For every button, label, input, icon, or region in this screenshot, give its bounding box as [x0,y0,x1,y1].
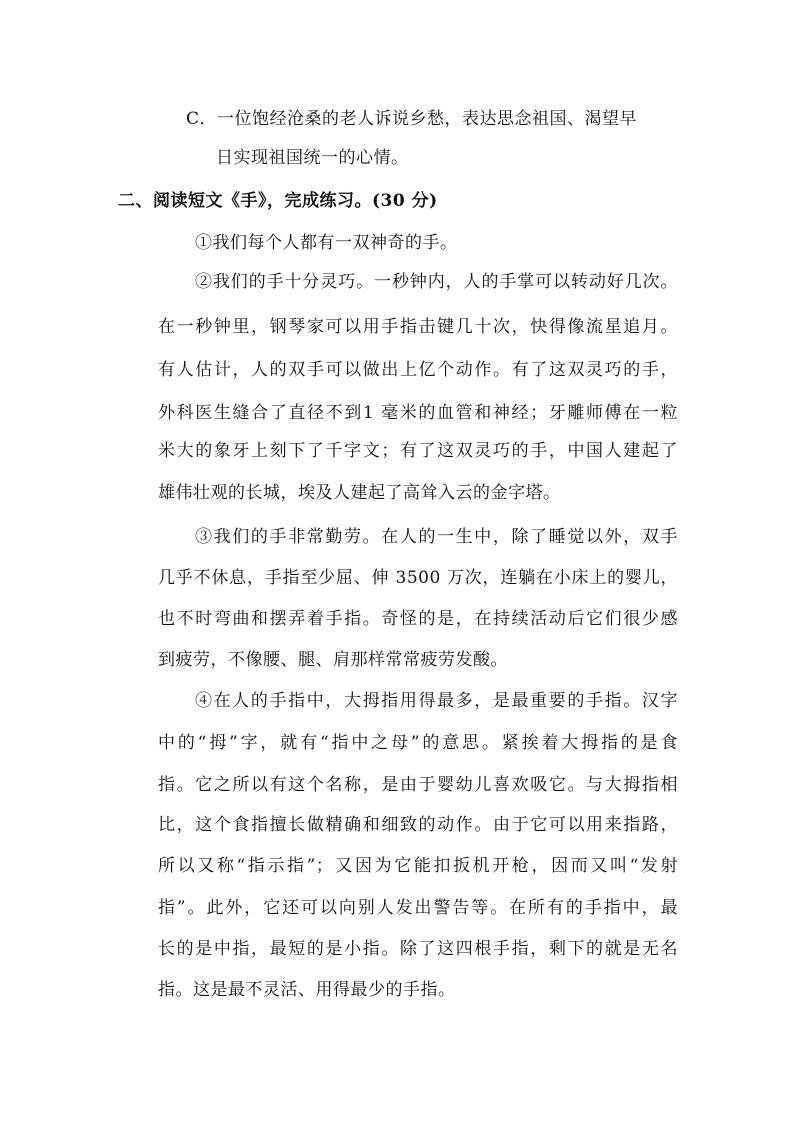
paragraph-2-line: ②我们的手十分灵巧。一秒钟内，人的手掌可以转动好几次。 [195,272,678,292]
paragraph-3-line: ③我们的手非常勤劳。在人的一生中，除了睡觉以外，双手 [195,527,678,547]
paragraph-2-line: 外科医生缝合了直径不到1 毫米的血管和神经；牙雕师傅在一粒 [158,403,678,423]
paragraph-3-line: 几乎不休息，手指至少屈、伸 3500 万次，连躺在小床上的婴儿， [158,568,678,588]
option-c-line-1: C．一位饱经沧桑的老人诉说乡愁，表达思念祖国、渴望早 [186,109,638,129]
paragraph-4-line: 指。它之所以有这个名称，是由于婴幼儿喜欢吸它。与大拇指相 [158,775,678,795]
section-heading: 二、阅读短文《手》，完成练习。(30 分) [118,191,438,211]
paragraph-4-line: 中的“拇”字，就有“指中之母”的意思。紧挨着大拇指的是食 [158,733,678,753]
paragraph-4-line: 长的是中指，最短的是小指。除了这四根手指，剩下的就是无名 [158,939,678,959]
paragraph-4-line: 比，这个食指擅长做精确和细致的动作。由于它可以用来指路， [158,815,678,835]
paragraph-1-line: ①我们每个人都有一双神奇的手。 [195,233,458,253]
paragraph-4-line: 指。这是最不灵活、用得最少的手指。 [158,980,456,1000]
paragraph-4-line: 指”。此外，它还可以向别人发出警告等。在所有的手指中，最 [158,898,678,918]
paragraph-4-line: ④在人的手指中，大拇指用得最多，是最重要的手指。汉字 [195,691,678,711]
paragraph-2-line: 米大的象牙上刻下了千字文；有了这双灵巧的手，中国人建起了 [158,441,678,461]
paragraph-2-line: 在一秒钟里，钢琴家可以用手指击键几十次，快得像流星追月。 [158,317,678,337]
paragraph-3-line: 到疲劳，不像腰、腿、肩那样常常疲劳发酸。 [158,650,508,670]
paragraph-4-line: 所以又称“指示指”；又因为它能扣扳机开枪，因而又叫“发射 [158,856,678,876]
paragraph-2-line: 雄伟壮观的长城，埃及人建起了高耸入云的金字塔。 [158,483,561,503]
option-c-line-2: 日实现祖国统一的心情。 [216,148,409,168]
paragraph-2-line: 有人估计，人的双手可以做出上亿个动作。有了这双灵巧的手， [158,360,678,380]
paragraph-3-line: 也不时弯曲和摆弄着手指。奇怪的是，在持续活动后它们很少感 [158,609,678,629]
